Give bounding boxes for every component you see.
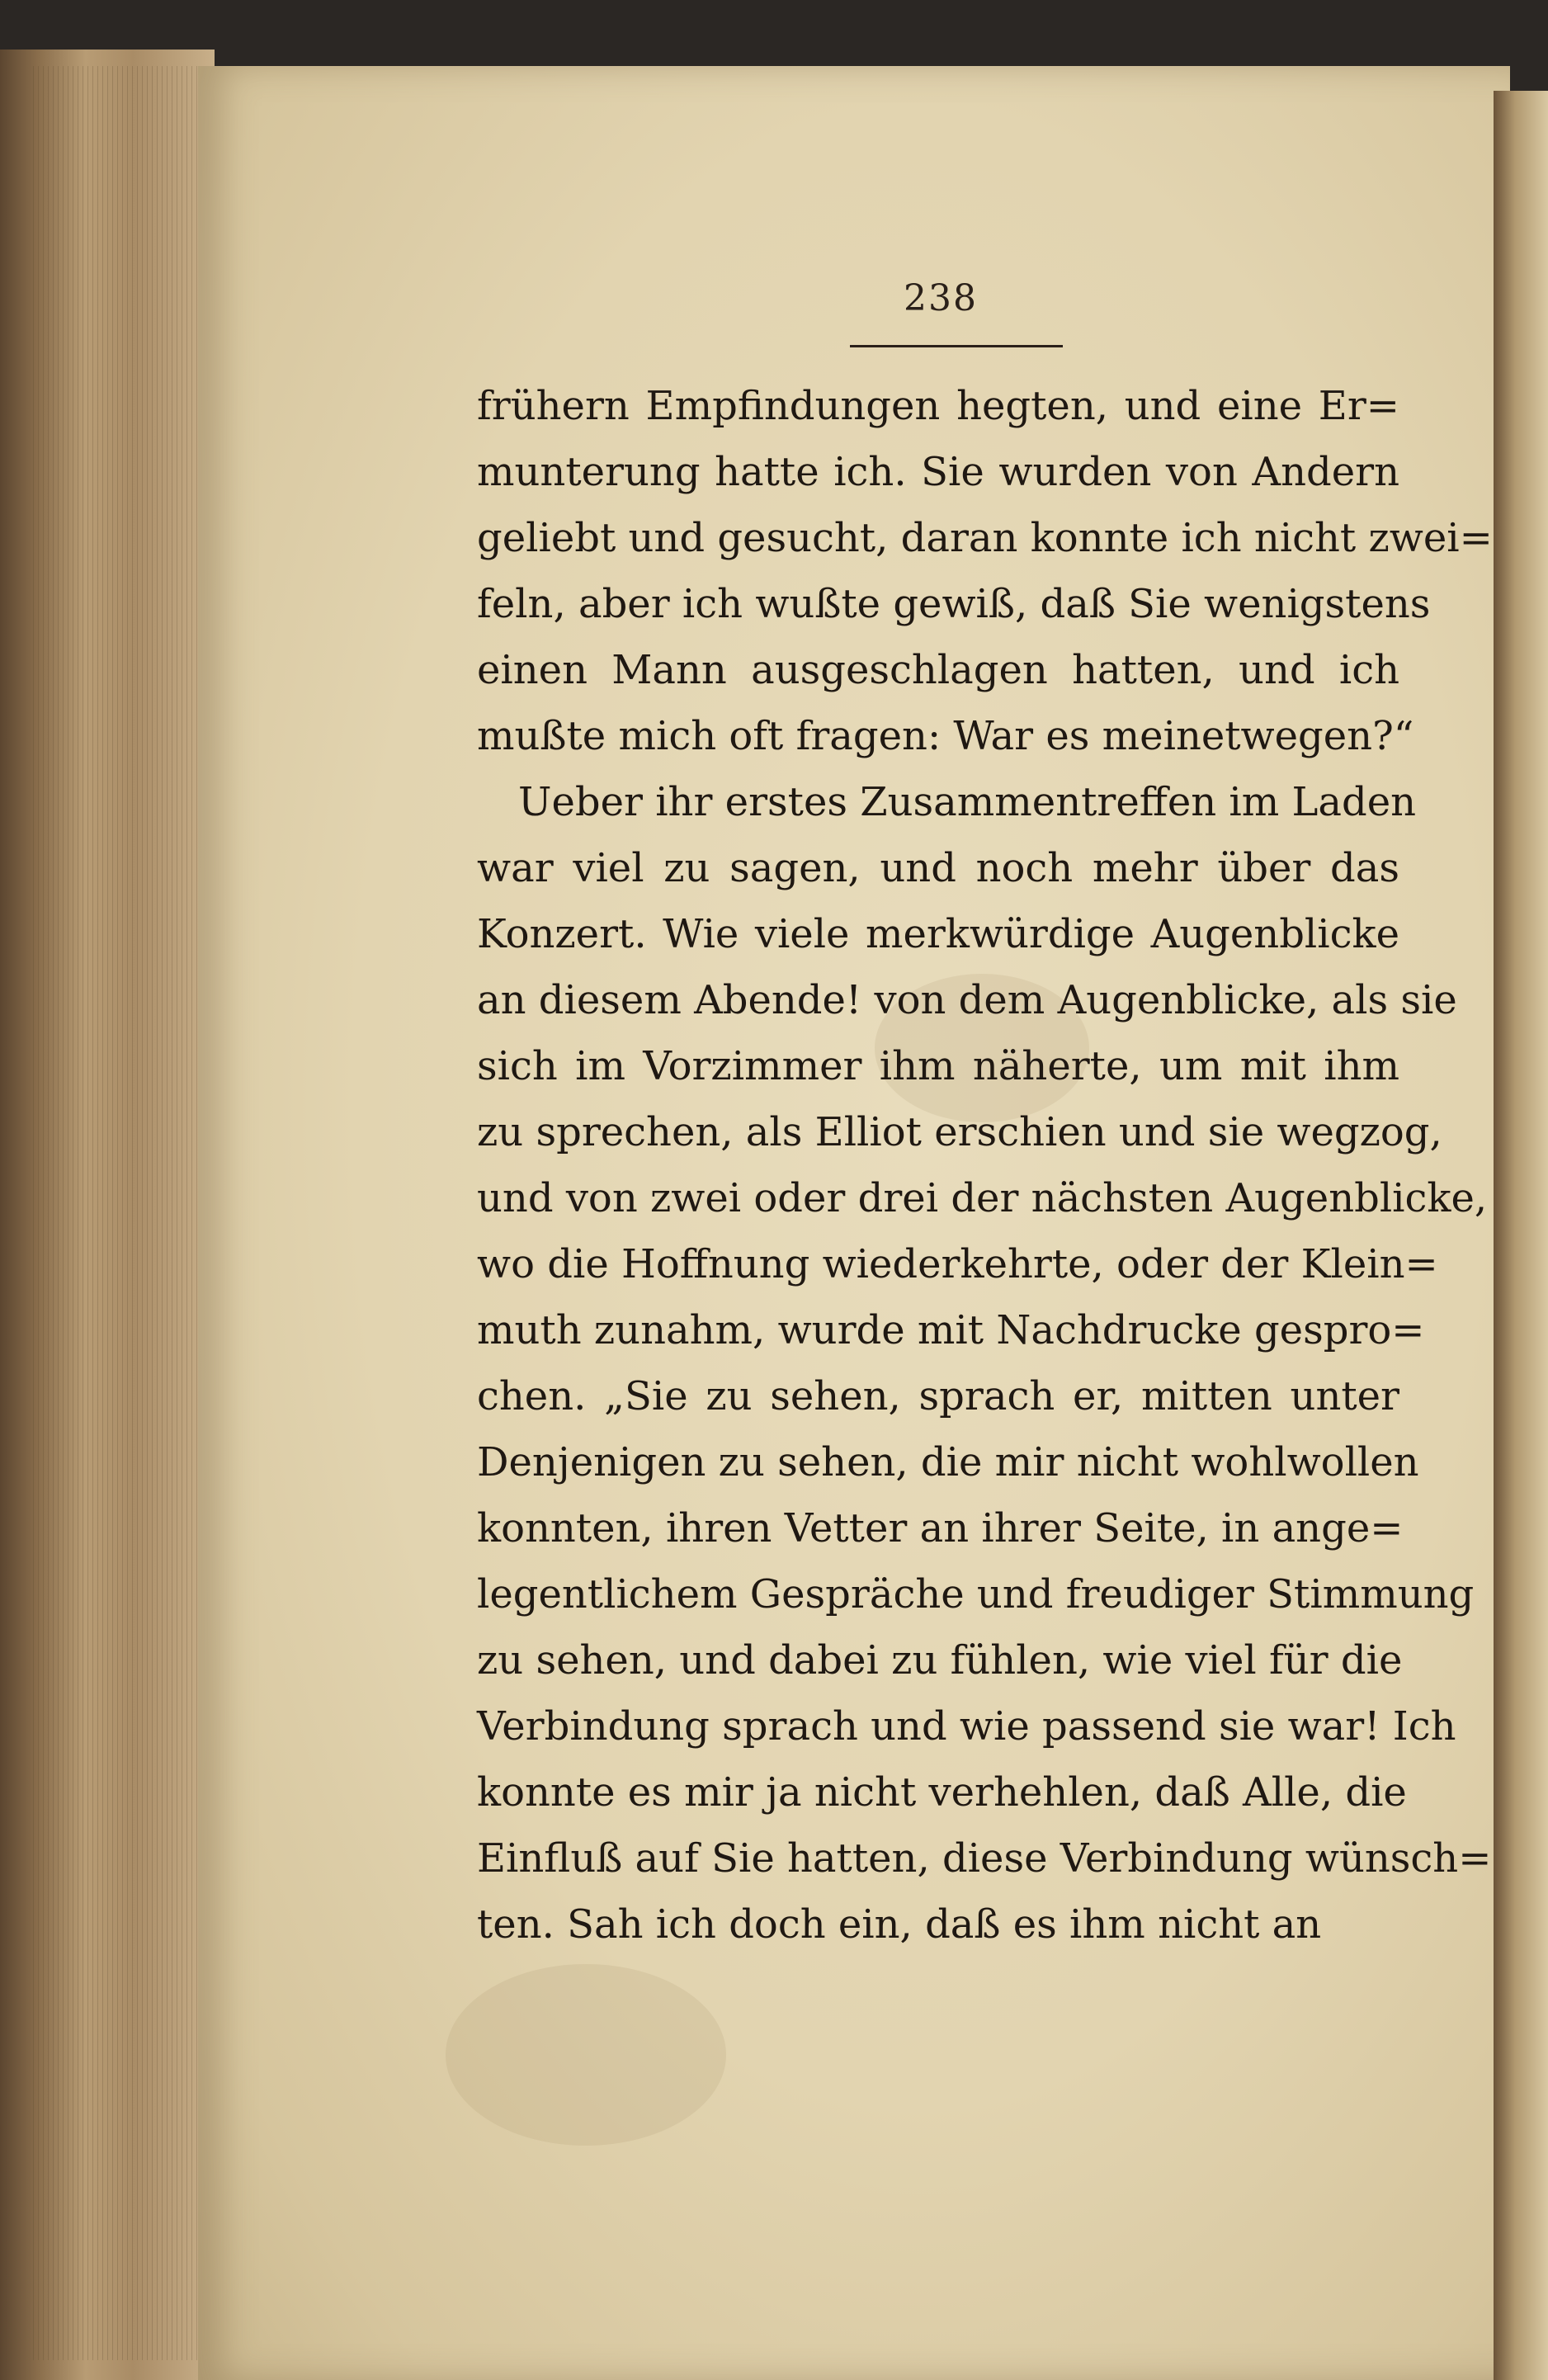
text-line: ten. Sah ich doch ein, daß es ihm nicht an [477,1901,1322,1948]
text-line: zu sehen, und dabei zu fühlen, wie viel für die [477,1637,1403,1683]
text-line: zu sprechen, als Elliot erschien und sie wegzog, [477,1109,1442,1155]
text-line: geliebt und gesucht, daran konnte ich nicht zwei= [477,515,1493,561]
text-line: wo die Hoffnung wiederkehrte, oder der Klein= [477,1241,1438,1287]
text-line: legentlichem Gespräche und freudiger Stimmung [477,1571,1475,1617]
text-line: muth zunahm, wurde mit Nachdrucke gespro= [477,1307,1425,1353]
text-line: feln, aber ich wußte gewiß, daß Sie wenigstens [477,581,1431,627]
text-line: Konzert. Wie viele merkwürdige Augenblicke [477,911,1399,957]
text-line: Ueber ihr erstes Zusammentreffen im Laden [518,779,1417,825]
text-line: an diesem Abende! von dem Augenblicke, als sie [477,977,1457,1023]
text-line: Verbindung sprach und wie passend sie war! Ich [477,1703,1456,1750]
text-line: frühern Empfindungen hegten, und eine Er= [477,383,1399,429]
text-line: chen. „Sie zu sehen, sprach er, mitten unter [477,1373,1399,1419]
text-line: sich im Vorzimmer ihm näherte, um mit ihm [477,1043,1399,1089]
text-line: Einfluß auf Sie hatten, diese Verbindung wünsch= [477,1835,1492,1882]
header-rule [850,345,1063,347]
text-line: einen Mann ausgeschlagen hatten, und ich [477,647,1399,693]
text-line: Denjenigen zu sehen, die mir nicht wohlwollen [477,1439,1419,1485]
text-line: munterung hatte ich. Sie wurden von Andern [477,449,1399,495]
text-line: war viel zu sagen, und noch mehr über das [477,845,1399,891]
text-line: und von zwei oder drei der nächsten Augenblicke, [477,1175,1488,1221]
facing-page-edge [1494,91,1548,2380]
text-line: mußte mich oft fragen: War es meinetwegen?“ [477,713,1414,759]
book-page-edges [33,66,198,2360]
text-line: konnte es mir ja nicht verhehlen, daß Alle, die [477,1769,1407,1816]
paper-stain [446,1964,726,2146]
text-line: konnten, ihren Vetter an ihrer Seite, in ange= [477,1505,1404,1551]
body-text [477,373,1493,1957]
page-number: 238 [904,277,978,319]
